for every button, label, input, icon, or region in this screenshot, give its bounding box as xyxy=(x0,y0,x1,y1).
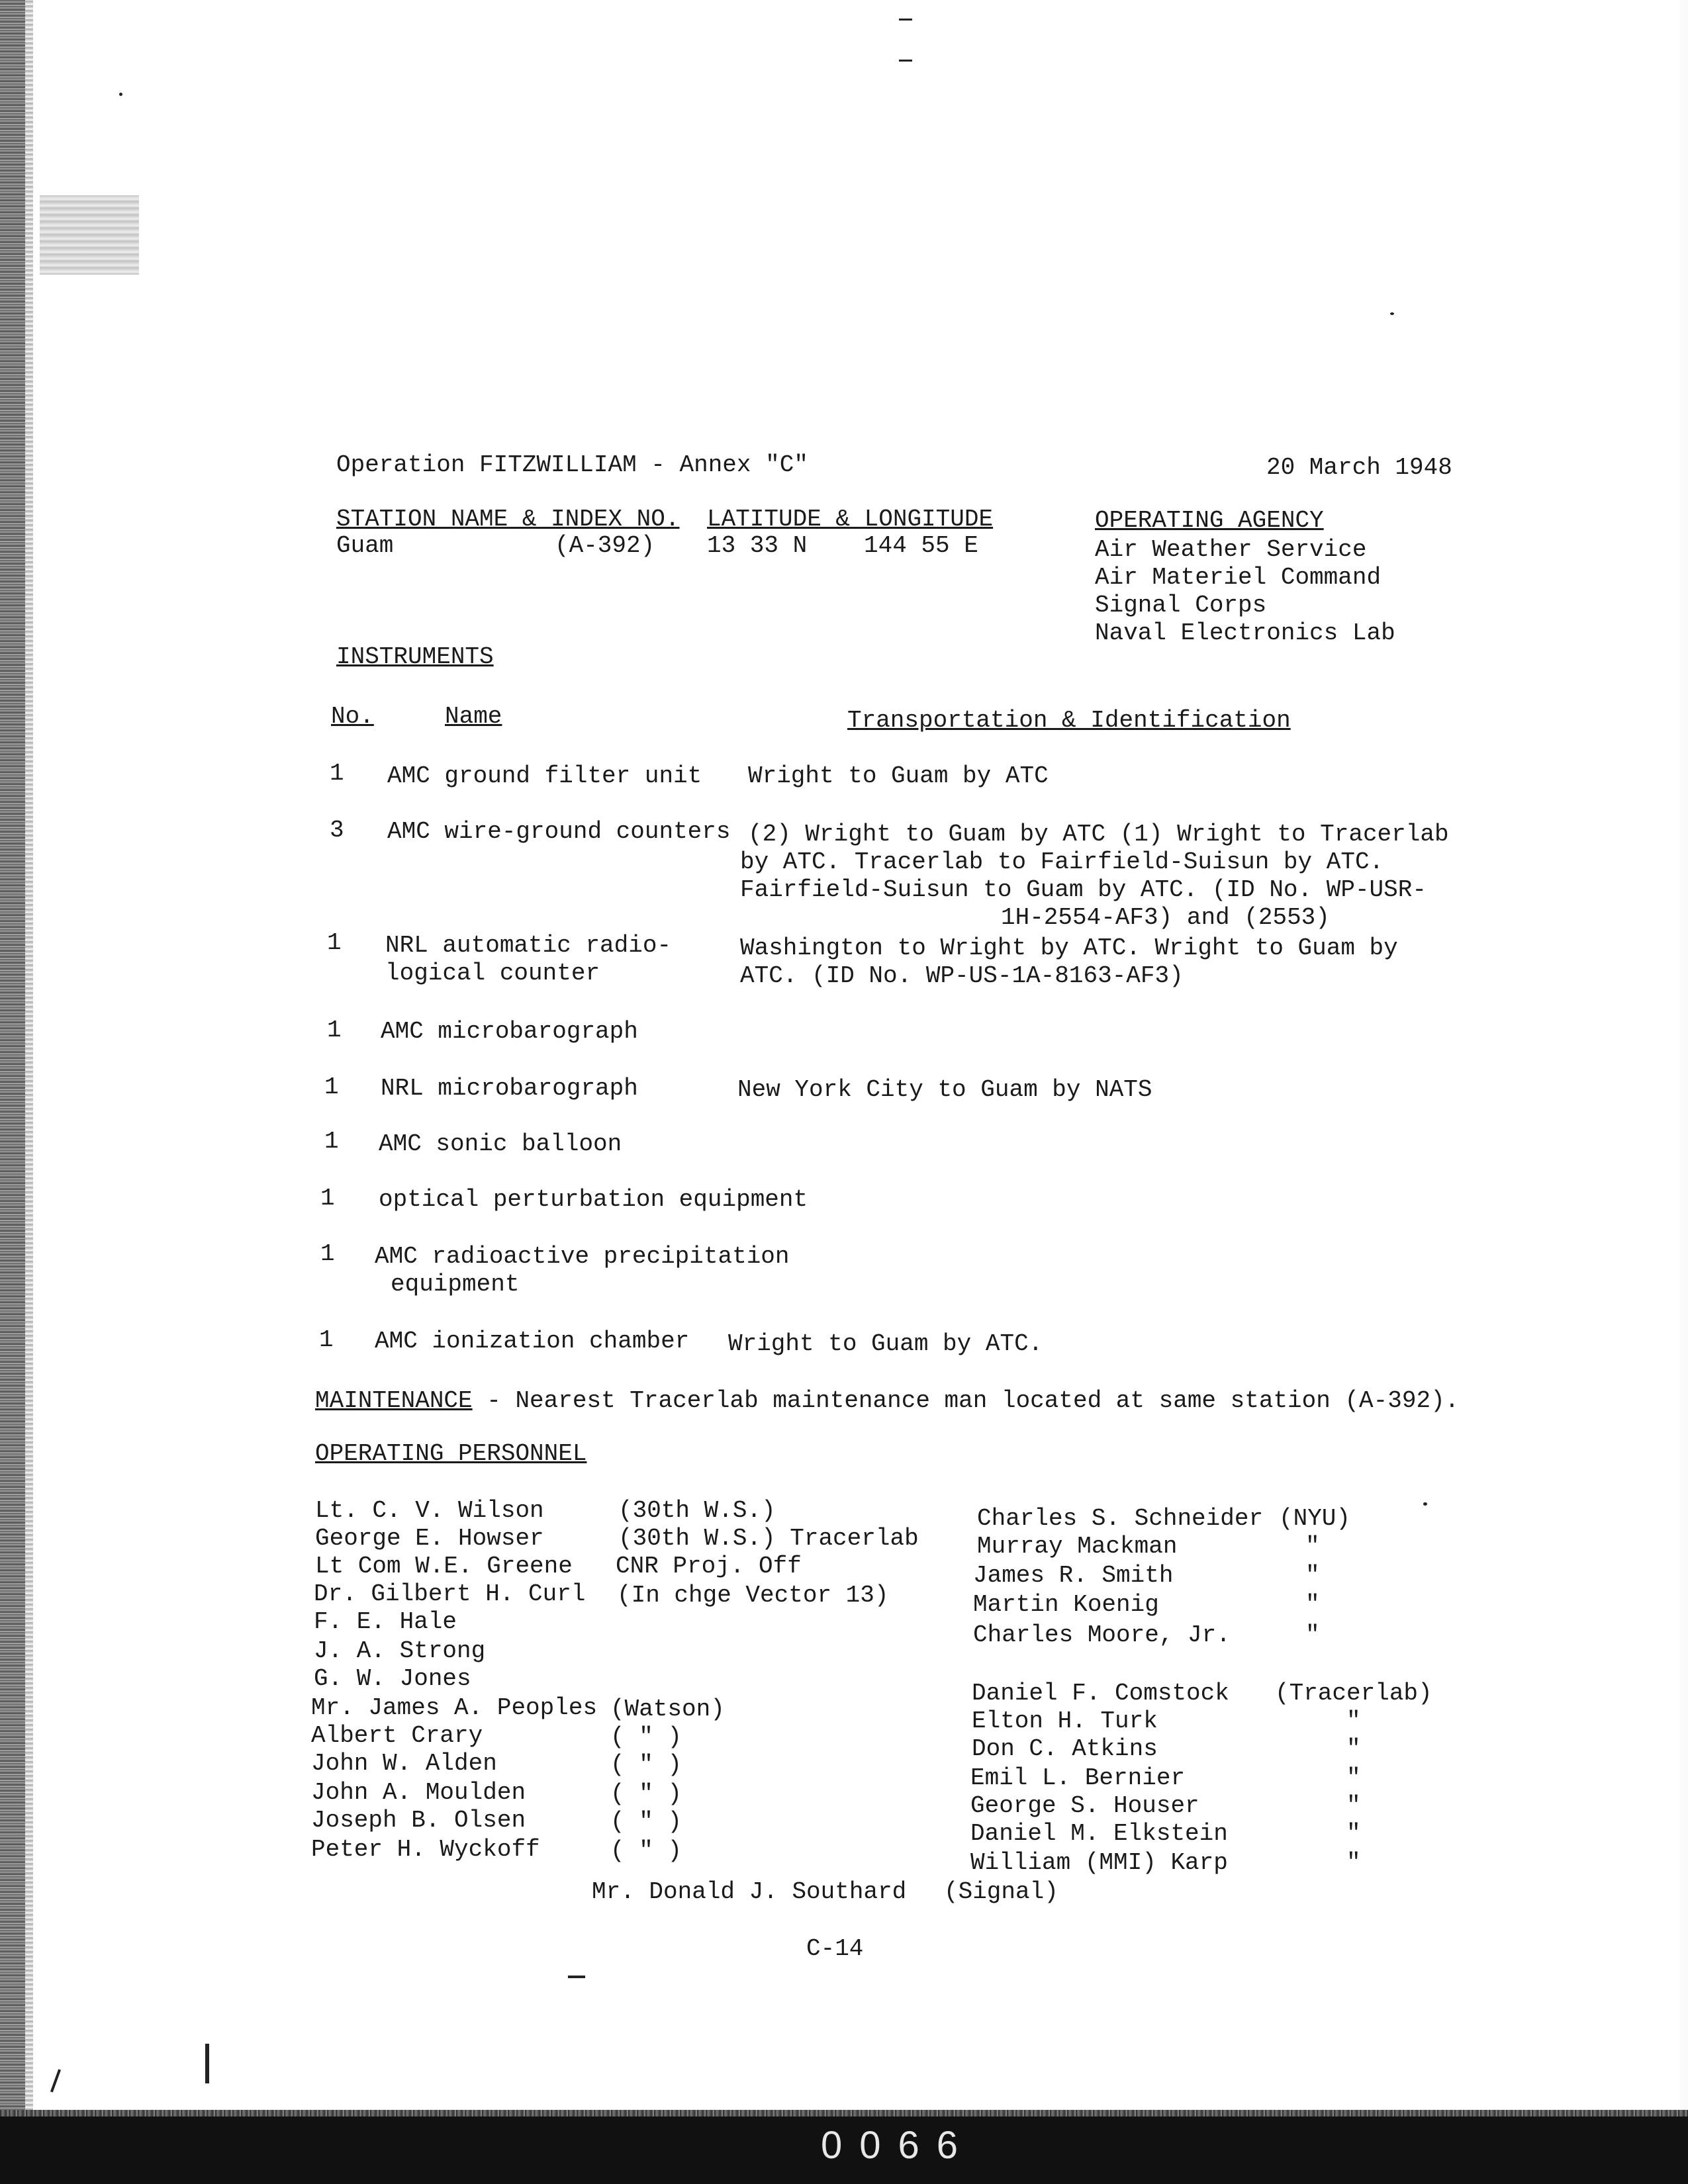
personnel-name: William (MMI) Karp xyxy=(970,1849,1228,1876)
instruments-col-transport: Transportation & Identification xyxy=(847,707,1291,734)
personnel-unit: " xyxy=(1305,1591,1320,1618)
instrument-transport: ATC. (ID No. WP-US-1A-8163-AF3) xyxy=(740,962,1184,989)
station-index: (A-392) xyxy=(555,532,655,559)
agency-item: Naval Electronics Lab xyxy=(1095,619,1395,647)
agency-item: Signal Corps xyxy=(1095,592,1267,619)
personnel-unit: ( " ) xyxy=(610,1837,682,1864)
instrument-transport: New York City to Guam by NATS xyxy=(737,1076,1152,1103)
scan-speck xyxy=(899,19,912,21)
document-date: 20 March 1948 xyxy=(1266,454,1452,481)
personnel-unit: (Signal) xyxy=(944,1878,1058,1905)
instrument-transport: Wright to Guam by ATC xyxy=(748,762,1049,790)
personnel-name: Lt. C. V. Wilson xyxy=(315,1497,544,1524)
personnel-unit: ( " ) xyxy=(610,1723,682,1751)
instrument-no: 1 xyxy=(324,1128,339,1155)
scan-edge-left xyxy=(0,0,25,2184)
personnel-name: Joseph B. Olsen xyxy=(311,1807,526,1834)
personnel-name: Charles S. Schneider xyxy=(977,1505,1264,1532)
personnel-unit: (Tracerlab) xyxy=(1275,1680,1432,1707)
instrument-transport: Washington to Wright by ATC. Wright to Guam by xyxy=(740,934,1398,962)
instrument-no: 1 xyxy=(324,1073,339,1101)
personnel-name: Don C. Atkins xyxy=(972,1735,1158,1762)
personnel-name: Mr. Donald J. Southard xyxy=(592,1878,907,1905)
personnel-name: Martin Koenig xyxy=(973,1591,1159,1618)
scan-speck xyxy=(205,2044,209,2083)
personnel-name: John W. Alden xyxy=(311,1750,497,1777)
personnel-unit: (Watson) xyxy=(610,1696,725,1723)
instrument-no: 3 xyxy=(330,817,344,844)
personnel-unit: ( " ) xyxy=(610,1751,682,1778)
personnel-unit: " xyxy=(1346,1792,1361,1819)
instrument-no: 1 xyxy=(327,929,342,956)
operating-agency-label: OPERATING AGENCY xyxy=(1095,507,1324,534)
instrument-name: AMC ionization chamber xyxy=(375,1328,690,1355)
instrument-name: logical counter xyxy=(385,960,600,987)
instrument-name: optical perturbation equipment xyxy=(379,1186,808,1213)
instrument-no: 1 xyxy=(320,1240,335,1267)
instrument-name: AMC wire-ground counters xyxy=(387,818,731,845)
instrument-no: 1 xyxy=(327,1017,342,1044)
personnel-name: Mr. James A. Peoples xyxy=(311,1694,598,1721)
scan-speck xyxy=(119,93,122,96)
scan-smear xyxy=(40,195,139,275)
personnel-name: Daniel M. Elkstein xyxy=(970,1820,1228,1847)
scan-speck xyxy=(568,1976,585,1978)
instrument-name: NRL microbarograph xyxy=(381,1075,638,1102)
instrument-transport: 1H-2554-AF3) and (2553) xyxy=(1001,904,1330,931)
scan-speck xyxy=(1423,1502,1427,1506)
instrument-name: AMC radioactive precipitation xyxy=(375,1243,790,1270)
instrument-no: 1 xyxy=(320,1185,335,1212)
document-stamp-number: 0066 xyxy=(821,2124,976,2167)
personnel-unit: " xyxy=(1346,1707,1361,1735)
scan-edge-left-shadow xyxy=(25,0,33,2184)
scan-speck xyxy=(1390,312,1394,315)
scan-edge-right xyxy=(1680,0,1688,2184)
personnel-unit: " xyxy=(1346,1820,1361,1847)
instruments-heading: INSTRUMENTS xyxy=(336,643,494,670)
instrument-transport: (2) Wright to Guam by ATC (1) Wright to Tracerlab xyxy=(748,821,1449,848)
instrument-no: 1 xyxy=(330,760,344,787)
instrument-transport: Wright to Guam by ATC. xyxy=(728,1330,1043,1357)
page-number: C-14 xyxy=(806,1935,864,1962)
instruments-col-no: No. xyxy=(331,703,374,730)
personnel-name: Dr. Gilbert H. Curl xyxy=(314,1580,586,1608)
personnel-name: F. E. Hale xyxy=(314,1608,457,1635)
personnel-unit: " xyxy=(1305,1533,1320,1560)
personnel-name: Emil L. Bernier xyxy=(970,1764,1186,1792)
personnel-unit: (30th W.S.) xyxy=(618,1497,776,1524)
personnel-name: Murray Mackman xyxy=(977,1533,1178,1560)
personnel-name: James R. Smith xyxy=(973,1562,1174,1589)
document-title: Operation FITZWILLIAM - Annex "C" xyxy=(336,451,808,478)
personnel-unit: " xyxy=(1346,1735,1361,1762)
personnel-name: Elton H. Turk xyxy=(972,1707,1158,1735)
personnel-name: Charles Moore, Jr. xyxy=(973,1621,1231,1649)
maintenance-line xyxy=(315,1387,1459,1415)
personnel-name: Albert Crary xyxy=(311,1722,483,1749)
instrument-transport: by ATC. Tracerlab to Fairfield-Suisun by ATC. xyxy=(740,848,1384,876)
instrument-name: AMC ground filter unit xyxy=(387,762,702,790)
personnel-unit: ( " ) xyxy=(610,1808,682,1835)
agency-item: Air Materiel Command xyxy=(1095,564,1382,591)
personnel-unit: CNR Proj. Off xyxy=(616,1553,802,1580)
station-latitude: 13 33 N xyxy=(707,532,808,559)
agency-item: Air Weather Service xyxy=(1095,536,1367,563)
instrument-transport: Fairfield-Suisun to Guam by ATC. (ID No. WP-USR- xyxy=(740,876,1427,903)
personnel-name: G. W. Jones xyxy=(314,1665,471,1692)
personnel-unit: (30th W.S.) Tracerlab xyxy=(618,1525,919,1552)
instruments-col-name: Name xyxy=(445,703,502,730)
personnel-name: Lt Com W.E. Greene xyxy=(315,1553,573,1580)
personnel-unit: (In chge Vector 13) xyxy=(617,1582,889,1609)
personnel-unit: ( " ) xyxy=(610,1780,682,1807)
scan-speck xyxy=(899,60,912,62)
maintenance-label: MAINTENANCE xyxy=(315,1387,473,1414)
instrument-no: 1 xyxy=(319,1326,334,1353)
station-longitude: 144 55 E xyxy=(864,532,978,559)
personnel-unit: " xyxy=(1346,1849,1361,1876)
scan-speck xyxy=(50,2069,61,2092)
personnel-unit: " xyxy=(1305,1621,1320,1649)
maintenance-text: - Nearest Tracerlab maintenance man located at same station (A-392). xyxy=(472,1387,1460,1414)
personnel-name: Peter H. Wyckoff xyxy=(311,1836,540,1863)
personnel-unit: " xyxy=(1305,1562,1320,1589)
instrument-name: equipment xyxy=(391,1271,520,1298)
station-name: Guam xyxy=(336,532,394,559)
instrument-name: AMC sonic balloon xyxy=(379,1130,622,1158)
instrument-name: AMC microbarograph xyxy=(381,1018,638,1045)
instrument-name: NRL automatic radio- xyxy=(385,932,672,959)
personnel-name: Daniel F. Comstock xyxy=(972,1680,1229,1707)
personnel-heading: OPERATING PERSONNEL xyxy=(315,1440,587,1467)
personnel-name: George S. Houser xyxy=(970,1792,1199,1819)
station-name-label: STATION NAME & INDEX NO. xyxy=(336,506,680,533)
personnel-name: J. A. Strong xyxy=(314,1637,486,1664)
personnel-unit: " xyxy=(1346,1764,1361,1792)
latlon-label: LATITUDE & LONGITUDE xyxy=(707,506,994,533)
personnel-unit: (NYU) xyxy=(1279,1505,1351,1532)
personnel-name: John A. Moulden xyxy=(311,1779,526,1806)
personnel-name: George E. Howser xyxy=(315,1525,544,1552)
